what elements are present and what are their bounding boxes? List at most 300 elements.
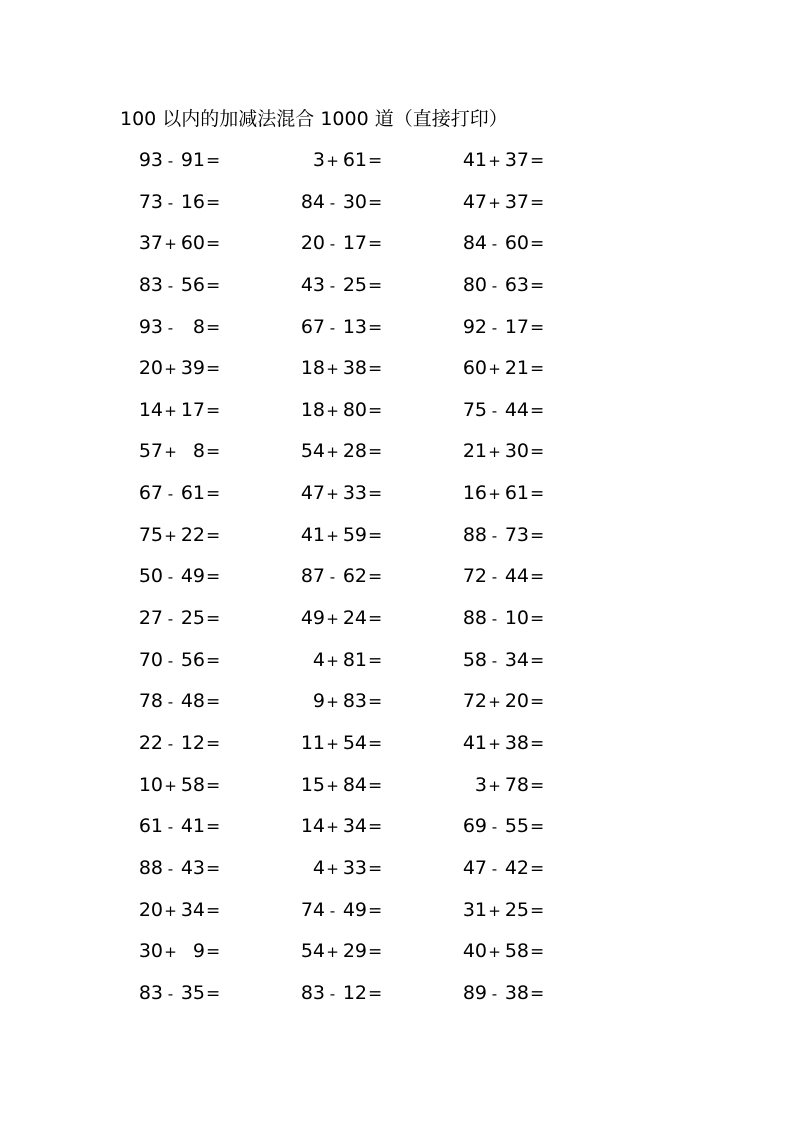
first-operand: 15 xyxy=(300,773,325,796)
operator: + xyxy=(164,443,177,462)
first-operand: 83 xyxy=(300,981,325,1004)
math-problem xyxy=(136,187,220,217)
second-operand: 41 xyxy=(180,815,205,838)
problem-row xyxy=(0,478,794,520)
operator: + xyxy=(488,485,501,504)
first-operand: 88 xyxy=(462,607,487,630)
math-problem xyxy=(460,353,544,383)
problem-row xyxy=(0,728,794,770)
equals-sign: = xyxy=(530,817,545,838)
operator: + xyxy=(488,693,501,712)
math-problem xyxy=(298,770,382,800)
equals-sign: = xyxy=(368,733,383,754)
operator: + xyxy=(164,401,177,420)
second-operand: 12 xyxy=(180,731,205,754)
operator: - xyxy=(329,318,336,337)
operator: + xyxy=(488,443,501,462)
equals-sign: = xyxy=(368,900,383,921)
equals-sign: = xyxy=(206,275,221,296)
problem-row xyxy=(0,145,794,187)
first-operand: 47 xyxy=(462,856,487,879)
math-problem xyxy=(136,895,220,925)
equals-sign: = xyxy=(368,692,383,713)
operator: + xyxy=(326,360,339,379)
second-operand: 60 xyxy=(180,232,205,255)
operator: - xyxy=(167,651,174,670)
math-problem xyxy=(298,728,382,758)
operator: + xyxy=(488,152,501,170)
first-operand: 21 xyxy=(462,440,487,463)
operator: - xyxy=(491,401,498,420)
math-problem xyxy=(136,561,220,591)
operator: - xyxy=(491,859,498,878)
equals-sign: = xyxy=(368,484,383,505)
first-operand: 84 xyxy=(300,190,325,213)
first-operand: 70 xyxy=(138,648,163,671)
equals-sign: = xyxy=(530,317,545,338)
second-operand: 49 xyxy=(342,898,367,921)
operator: - xyxy=(491,818,498,837)
math-problem xyxy=(460,853,544,883)
operator: + xyxy=(326,818,339,837)
operator: + xyxy=(164,901,177,920)
second-operand: 8 xyxy=(192,315,205,338)
math-problem xyxy=(460,228,544,258)
math-problem xyxy=(460,686,544,716)
math-problem xyxy=(460,645,544,675)
problem-row xyxy=(0,395,794,437)
first-operand: 84 xyxy=(462,232,487,255)
math-problem xyxy=(298,853,382,883)
first-operand: 87 xyxy=(300,565,325,588)
problem-row xyxy=(0,770,794,812)
math-problem xyxy=(460,395,544,425)
math-problem xyxy=(298,520,382,550)
problem-row xyxy=(0,270,794,312)
math-problem xyxy=(298,436,382,466)
second-operand: 38 xyxy=(504,731,529,754)
equals-sign: = xyxy=(206,317,221,338)
equals-sign: = xyxy=(206,942,221,963)
first-operand: 47 xyxy=(300,482,325,505)
first-operand: 31 xyxy=(462,898,487,921)
equals-sign: = xyxy=(368,983,383,1004)
second-operand: 58 xyxy=(504,940,529,963)
equals-sign: = xyxy=(368,317,383,338)
second-operand: 28 xyxy=(342,440,367,463)
second-operand: 25 xyxy=(180,607,205,630)
equals-sign: = xyxy=(206,359,221,380)
first-operand: 20 xyxy=(138,898,163,921)
operator: - xyxy=(167,152,174,170)
second-operand: 59 xyxy=(342,523,367,546)
problem-row xyxy=(0,686,794,728)
operator: + xyxy=(488,360,501,379)
math-problem xyxy=(136,645,220,675)
math-problem xyxy=(298,978,382,1008)
problem-row xyxy=(0,312,794,354)
second-operand: 29 xyxy=(342,940,367,963)
equals-sign: = xyxy=(206,234,221,255)
second-operand: 38 xyxy=(342,357,367,380)
second-operand: 37 xyxy=(504,149,529,171)
equals-sign: = xyxy=(206,733,221,754)
operator: + xyxy=(164,360,177,379)
second-operand: 73 xyxy=(504,523,529,546)
math-problem xyxy=(460,145,544,175)
second-operand: 35 xyxy=(180,981,205,1004)
first-operand: 75 xyxy=(138,523,163,546)
operator: - xyxy=(329,235,336,254)
first-operand: 88 xyxy=(138,856,163,879)
operator: + xyxy=(326,859,339,878)
operator: - xyxy=(491,651,498,670)
operator: - xyxy=(491,235,498,254)
equals-sign: = xyxy=(530,234,545,255)
equals-sign: = xyxy=(368,442,383,463)
second-operand: 78 xyxy=(504,773,529,796)
math-problem xyxy=(298,936,382,966)
equals-sign: = xyxy=(530,567,545,588)
equals-sign: = xyxy=(368,234,383,255)
second-operand: 61 xyxy=(342,149,367,171)
operator: - xyxy=(167,318,174,337)
equals-sign: = xyxy=(530,900,545,921)
first-operand: 93 xyxy=(138,315,163,338)
math-problem xyxy=(460,436,544,466)
equals-sign: = xyxy=(368,275,383,296)
second-operand: 9 xyxy=(192,940,205,963)
math-problem xyxy=(136,228,220,258)
second-operand: 83 xyxy=(342,690,367,713)
math-problem xyxy=(460,478,544,508)
second-operand: 58 xyxy=(180,773,205,796)
second-operand: 17 xyxy=(180,398,205,421)
math-problem xyxy=(460,728,544,758)
second-operand: 61 xyxy=(180,482,205,505)
math-problem xyxy=(136,312,220,342)
second-operand: 16 xyxy=(180,190,205,213)
equals-sign: = xyxy=(530,650,545,671)
operator: + xyxy=(488,901,501,920)
operator: + xyxy=(164,776,177,795)
first-operand: 41 xyxy=(462,149,487,171)
math-problem xyxy=(298,270,382,300)
second-operand: 22 xyxy=(180,523,205,546)
equals-sign: = xyxy=(530,442,545,463)
first-operand: 3 xyxy=(312,149,325,171)
first-operand: 57 xyxy=(138,440,163,463)
math-problem xyxy=(460,520,544,550)
first-operand: 4 xyxy=(312,856,325,879)
second-operand: 81 xyxy=(342,648,367,671)
second-operand: 25 xyxy=(504,898,529,921)
equals-sign: = xyxy=(530,858,545,879)
operator: - xyxy=(329,901,336,920)
equals-sign: = xyxy=(206,400,221,421)
second-operand: 37 xyxy=(504,190,529,213)
equals-sign: = xyxy=(206,650,221,671)
second-operand: 48 xyxy=(180,690,205,713)
first-operand: 80 xyxy=(462,273,487,296)
problem-row xyxy=(0,978,794,1020)
first-operand: 14 xyxy=(138,398,163,421)
math-problem xyxy=(460,603,544,633)
math-problem xyxy=(136,853,220,883)
math-problem xyxy=(460,270,544,300)
math-problem xyxy=(460,561,544,591)
second-operand: 17 xyxy=(342,232,367,255)
equals-sign: = xyxy=(368,525,383,546)
operator: + xyxy=(326,943,339,962)
first-operand: 92 xyxy=(462,315,487,338)
math-problem xyxy=(136,936,220,966)
second-operand: 63 xyxy=(504,273,529,296)
operator: + xyxy=(326,651,339,670)
first-operand: 88 xyxy=(462,523,487,546)
math-problem xyxy=(136,145,220,175)
equals-sign: = xyxy=(206,151,221,171)
operator: - xyxy=(329,984,336,1003)
first-operand: 41 xyxy=(300,523,325,546)
equals-sign: = xyxy=(368,609,383,630)
second-operand: 43 xyxy=(180,856,205,879)
operator: + xyxy=(326,443,339,462)
first-operand: 61 xyxy=(138,815,163,838)
second-operand: 62 xyxy=(342,565,367,588)
operator: - xyxy=(491,568,498,587)
first-operand: 83 xyxy=(138,981,163,1004)
first-operand: 30 xyxy=(138,940,163,963)
first-operand: 58 xyxy=(462,648,487,671)
equals-sign: = xyxy=(206,609,221,630)
math-problem xyxy=(298,187,382,217)
equals-sign: = xyxy=(368,775,383,796)
math-problem xyxy=(460,187,544,217)
equals-sign: = xyxy=(530,692,545,713)
first-operand: 83 xyxy=(138,273,163,296)
operator: - xyxy=(167,734,174,753)
second-operand: 80 xyxy=(342,398,367,421)
math-problem xyxy=(298,353,382,383)
operator: + xyxy=(488,943,501,962)
equals-sign: = xyxy=(530,525,545,546)
equals-sign: = xyxy=(368,817,383,838)
page-title: 100 以内的加减法混合 1000 道（直接打印） xyxy=(120,108,508,130)
problem-row xyxy=(0,936,794,978)
equals-sign: = xyxy=(206,858,221,879)
equals-sign: = xyxy=(530,942,545,963)
first-operand: 3 xyxy=(474,773,487,796)
second-operand: 30 xyxy=(342,190,367,213)
operator: - xyxy=(167,193,174,212)
second-operand: 49 xyxy=(180,565,205,588)
problem-row xyxy=(0,645,794,687)
math-problem xyxy=(460,978,544,1008)
operator: - xyxy=(167,693,174,712)
operator: + xyxy=(488,193,501,212)
second-operand: 60 xyxy=(504,232,529,255)
first-operand: 72 xyxy=(462,690,487,713)
equals-sign: = xyxy=(530,733,545,754)
equals-sign: = xyxy=(368,151,383,171)
math-problem xyxy=(136,978,220,1008)
operator: - xyxy=(167,818,174,837)
math-problem xyxy=(136,686,220,716)
problem-row xyxy=(0,895,794,937)
operator: + xyxy=(326,401,339,420)
problem-row xyxy=(0,353,794,395)
first-operand: 40 xyxy=(462,940,487,963)
second-operand: 21 xyxy=(504,357,529,380)
operator: - xyxy=(167,984,174,1003)
first-operand: 78 xyxy=(138,690,163,713)
second-operand: 38 xyxy=(504,981,529,1004)
first-operand: 75 xyxy=(462,398,487,421)
math-problem xyxy=(298,895,382,925)
first-operand: 16 xyxy=(462,482,487,505)
second-operand: 33 xyxy=(342,856,367,879)
operator: + xyxy=(488,776,501,795)
math-problem xyxy=(136,603,220,633)
math-problem xyxy=(136,728,220,758)
math-problem xyxy=(136,520,220,550)
first-operand: 49 xyxy=(300,607,325,630)
operator: + xyxy=(326,485,339,504)
first-operand: 27 xyxy=(138,607,163,630)
operator: + xyxy=(326,526,339,545)
math-problem xyxy=(136,811,220,841)
math-problem xyxy=(136,270,220,300)
second-operand: 55 xyxy=(504,815,529,838)
operator: + xyxy=(164,526,177,545)
operator: + xyxy=(164,943,177,962)
first-operand: 67 xyxy=(138,482,163,505)
operator: + xyxy=(164,235,177,254)
operator: - xyxy=(329,193,336,212)
operator: + xyxy=(326,610,339,629)
operator: - xyxy=(491,276,498,295)
first-operand: 18 xyxy=(300,357,325,380)
operator: - xyxy=(167,568,174,587)
equals-sign: = xyxy=(530,192,545,213)
operator: - xyxy=(167,610,174,629)
equals-sign: = xyxy=(206,567,221,588)
operator: - xyxy=(167,859,174,878)
operator: - xyxy=(167,485,174,504)
math-problem xyxy=(298,645,382,675)
first-operand: 47 xyxy=(462,190,487,213)
second-operand: 30 xyxy=(504,440,529,463)
first-operand: 72 xyxy=(462,565,487,588)
math-problem xyxy=(136,478,220,508)
equals-sign: = xyxy=(530,983,545,1004)
equals-sign: = xyxy=(206,525,221,546)
first-operand: 69 xyxy=(462,815,487,838)
equals-sign: = xyxy=(530,400,545,421)
second-operand: 34 xyxy=(504,648,529,671)
second-operand: 54 xyxy=(342,731,367,754)
math-problem xyxy=(460,312,544,342)
problem-row xyxy=(0,811,794,853)
second-operand: 25 xyxy=(342,273,367,296)
math-problem xyxy=(298,561,382,591)
first-operand: 22 xyxy=(138,731,163,754)
operator: + xyxy=(326,152,339,170)
equals-sign: = xyxy=(206,983,221,1004)
first-operand: 41 xyxy=(462,731,487,754)
first-operand: 54 xyxy=(300,940,325,963)
math-problem xyxy=(298,145,382,175)
first-operand: 74 xyxy=(300,898,325,921)
equals-sign: = xyxy=(368,650,383,671)
problem-row xyxy=(0,187,794,229)
math-problem xyxy=(298,811,382,841)
first-operand: 73 xyxy=(138,190,163,213)
equals-sign: = xyxy=(530,275,545,296)
first-operand: 50 xyxy=(138,565,163,588)
equals-sign: = xyxy=(206,817,221,838)
math-problem xyxy=(460,770,544,800)
second-operand: 12 xyxy=(342,981,367,1004)
math-problem xyxy=(136,395,220,425)
math-problem xyxy=(298,312,382,342)
equals-sign: = xyxy=(368,942,383,963)
first-operand: 60 xyxy=(462,357,487,380)
equals-sign: = xyxy=(368,400,383,421)
first-operand: 89 xyxy=(462,981,487,1004)
second-operand: 8 xyxy=(192,440,205,463)
second-operand: 44 xyxy=(504,565,529,588)
first-operand: 54 xyxy=(300,440,325,463)
second-operand: 17 xyxy=(504,315,529,338)
operator: - xyxy=(167,276,174,295)
first-operand: 9 xyxy=(312,690,325,713)
problem-row xyxy=(0,228,794,270)
second-operand: 10 xyxy=(504,607,529,630)
second-operand: 34 xyxy=(180,898,205,921)
math-problem xyxy=(298,603,382,633)
first-operand: 37 xyxy=(138,232,163,255)
first-operand: 43 xyxy=(300,273,325,296)
first-operand: 20 xyxy=(300,232,325,255)
second-operand: 91 xyxy=(180,149,205,171)
math-problem xyxy=(136,353,220,383)
first-operand: 67 xyxy=(300,315,325,338)
equals-sign: = xyxy=(206,484,221,505)
operator: + xyxy=(326,776,339,795)
second-operand: 44 xyxy=(504,398,529,421)
equals-sign: = xyxy=(530,775,545,796)
second-operand: 56 xyxy=(180,273,205,296)
problem-row xyxy=(0,520,794,562)
operator: - xyxy=(491,984,498,1003)
second-operand: 42 xyxy=(504,856,529,879)
equals-sign: = xyxy=(206,692,221,713)
operator: + xyxy=(326,693,339,712)
problem-row xyxy=(0,603,794,645)
math-problem xyxy=(460,811,544,841)
equals-sign: = xyxy=(530,484,545,505)
operator: - xyxy=(329,276,336,295)
problem-grid xyxy=(0,145,794,1019)
first-operand: 14 xyxy=(300,815,325,838)
equals-sign: = xyxy=(368,858,383,879)
operator: + xyxy=(326,734,339,753)
math-problem xyxy=(298,686,382,716)
operator: - xyxy=(491,610,498,629)
equals-sign: = xyxy=(530,609,545,630)
